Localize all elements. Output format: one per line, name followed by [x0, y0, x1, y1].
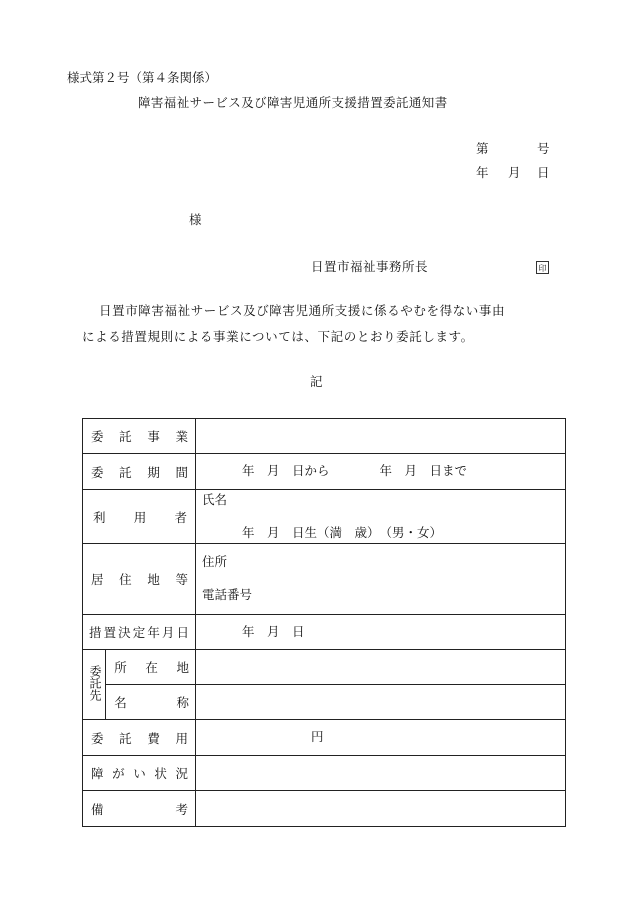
business-label-cell: [83, 419, 196, 454]
decision-value-cell[interactable]: [196, 615, 566, 650]
business-label: 委託事業: [91, 429, 188, 444]
name-value-cell[interactable]: [196, 685, 566, 720]
decision-value: 年 月 日: [242, 624, 305, 639]
date-day: 日: [537, 165, 550, 180]
disability-label: 障がい状況: [91, 766, 188, 781]
address-label: 住所: [202, 554, 228, 569]
period-value: 年 月 日から 年 月 日まで: [242, 463, 468, 478]
table-row: [83, 615, 566, 650]
user-label-cell: [83, 490, 196, 544]
cost-unit: 円: [311, 729, 324, 744]
body-text-line-2: による措置規則による事業については、下記のとおり委託します。: [82, 329, 474, 344]
residence-value-cell[interactable]: [196, 544, 566, 615]
table-row: [83, 756, 566, 791]
consignee-label: 委託先: [88, 664, 102, 701]
name-label: 名称: [114, 695, 189, 710]
table-row: [83, 720, 566, 756]
issuer-name: 日置市福祉事務所長: [311, 259, 429, 274]
consignee-label-cell: [83, 650, 106, 720]
disability-value-cell[interactable]: [196, 756, 566, 791]
remarks-label: 備考: [91, 801, 188, 817]
location-value-cell[interactable]: [196, 650, 566, 685]
user-label: 利用者: [93, 509, 187, 525]
table-row: [83, 454, 566, 490]
decision-label: 措置決定年月日: [89, 625, 189, 640]
business-value-cell[interactable]: [196, 419, 566, 454]
residence-label: 居住地等: [91, 572, 188, 587]
table-row: [83, 685, 566, 720]
addressee-suffix: 様: [189, 212, 202, 227]
consignment-table: [82, 418, 566, 827]
doc-number-go: 号: [537, 141, 550, 156]
user-value-cell[interactable]: [196, 490, 566, 544]
form-number: 様式第２号（第４条関係）: [67, 70, 218, 85]
remarks-value-cell[interactable]: [196, 791, 566, 827]
period-label-cell: [83, 454, 196, 490]
remarks-label-cell: [83, 791, 196, 827]
user-name-label: 氏名: [202, 492, 228, 507]
decision-label-cell: [83, 615, 196, 650]
period-label: 委託期間: [91, 464, 188, 480]
residence-label-cell: [83, 544, 196, 615]
doc-number-dai: 第: [476, 141, 489, 156]
cost-label-cell: [83, 720, 196, 756]
table-row: [83, 650, 566, 685]
table-row: [83, 791, 566, 827]
table-row: [83, 419, 566, 454]
ki-heading: 記: [310, 374, 323, 389]
body-text-line-1: 日置市障害福祉サービス及び障害児通所支援に係るやむを得ない事由: [99, 303, 506, 318]
seal-mark: [536, 261, 549, 274]
seal-icon: 印: [538, 264, 547, 273]
phone-label: 電話番号: [202, 587, 253, 602]
location-label-cell: [106, 650, 196, 685]
user-birth: 年 月 日生（満 歳） （男・女）: [242, 525, 443, 540]
document-title: 障害福祉サービス及び障害児通所支援措置委託通知書: [138, 95, 448, 110]
period-value-cell[interactable]: [196, 454, 566, 490]
location-label: 所在地: [114, 660, 189, 675]
date-year: 年: [476, 165, 489, 180]
table-row: [83, 490, 566, 544]
cost-label: 委託費用: [91, 730, 188, 746]
cost-value-cell[interactable]: [196, 720, 566, 756]
name-label-cell: [106, 685, 196, 720]
date-month: 月: [508, 165, 521, 180]
disability-label-cell: [83, 756, 196, 791]
table-row: [83, 544, 566, 615]
